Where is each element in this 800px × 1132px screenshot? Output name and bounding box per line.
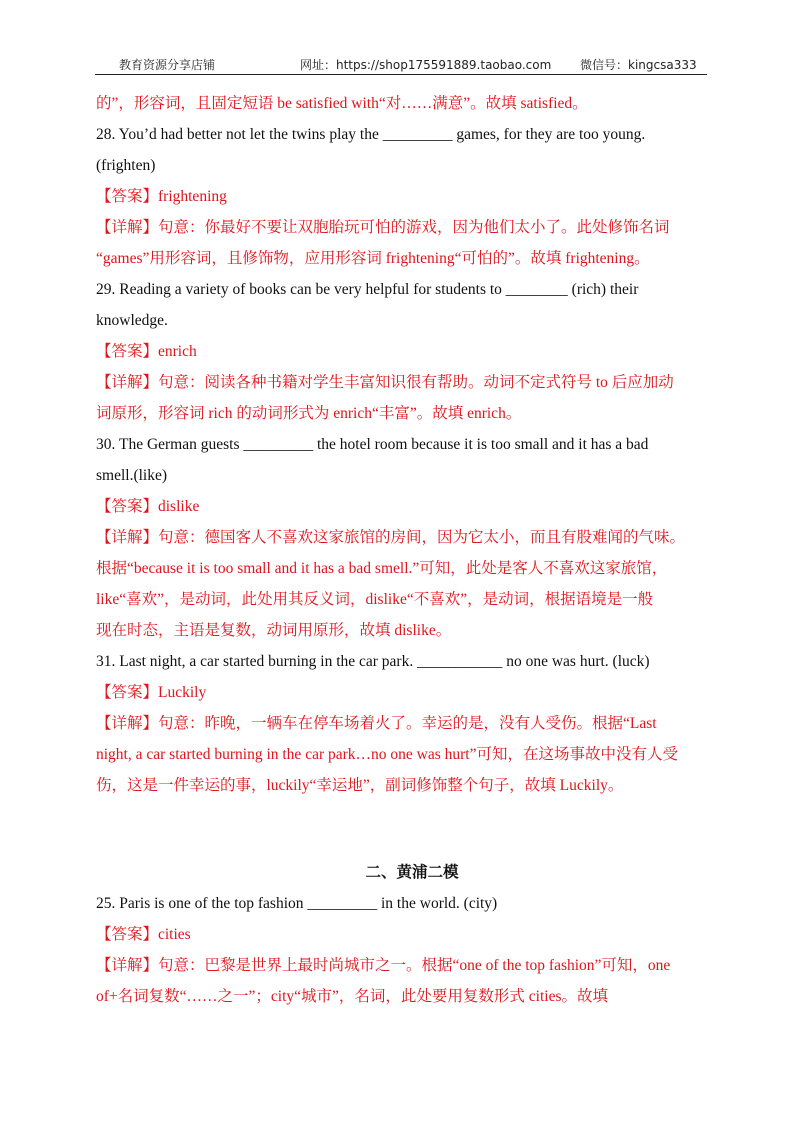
explanation-line: 的”，形容词，且固定短语 be satisfied with“对……满意”。故填 satisfied。 <box>96 95 588 112</box>
explanation-29-line: 词原形，形容词 rich 的动词形式为 enrich“丰富”。故填 enrich。 <box>96 405 522 422</box>
question-30-line: 30. The German guests _________ the hotel room because it is too small and it has a bad <box>96 436 649 453</box>
answer-28: 【答案】frightening <box>96 188 227 205</box>
question-31-line: 31. Last night, a car started burning in the car park. ___________ no one was hurt. (luck) <box>96 653 650 670</box>
explanation-30-line: like“喜欢”，是动词，此处用其反义词，dislike“不喜欢”，是动词，根据语境是一般 <box>96 591 654 608</box>
question-28-line: 28. You’d had better not let the twins play the _________ games, for they are too young. <box>96 126 646 143</box>
explanation-30-line: 【详解】句意：德国客人不喜欢这家旅馆的房间，因为它太小，而且有股难闻的气味。 <box>96 529 686 546</box>
explanation-30-line: 根据“because it is too small and it has a bad smell.”可知，此处是客人不喜欢这家旅馆， <box>96 560 668 577</box>
answer-31: 【答案】Luckily <box>96 684 207 701</box>
answer-29: 【答案】enrich <box>96 343 197 360</box>
answer-30: 【答案】dislike <box>96 498 200 515</box>
section-spacer <box>96 801 708 857</box>
explanation-25-line: 【详解】句意：巴黎是世界上最时尚城市之一。根据“one of the top fashion”可知，one <box>96 957 671 974</box>
answer-25: 【答案】cities <box>96 926 191 943</box>
header-wechat: 微信号：kingcsa333 <box>580 58 697 72</box>
explanation-25-line: of+名词复数“……之一”；city“城市”，名词，此处要用复数形式 cities。故填 <box>96 988 609 1005</box>
header-url: 网址：https://shop175591889.taobao.com <box>300 58 552 72</box>
explanation-31-line: 【详解】句意：昨晚，一辆车在停车场着火了。幸运的是，没有人受伤。根据“Last <box>96 715 657 732</box>
question-28-hint: (frighten) <box>96 157 156 174</box>
explanation-28-line: 【详解】句意：你最好不要让双胞胎玩可怕的游戏，因为他们太小了。此处修饰名词 <box>96 219 670 236</box>
question-29-line: knowledge. <box>96 312 168 329</box>
section-heading: 二、黄浦二模 <box>365 863 459 881</box>
explanation-30-line: 现在时态，主语是复数，动词用原形，故填 dislike。 <box>96 622 452 639</box>
document-body <box>96 88 708 1012</box>
page-header <box>95 54 707 75</box>
question-29-line: 29. Reading a variety of books can be very helpful for students to ________ (rich) their <box>96 281 639 298</box>
question-25-line: 25. Paris is one of the top fashion _________ in the world. (city) <box>96 895 498 912</box>
explanation-29-line: 【详解】句意：阅读各种书籍对学生丰富知识很有帮助。动词不定式符号 to 后应加动 <box>96 374 674 391</box>
explanation-31-line: night, a car started burning in the car park…no one was hurt”可知，在这场事故中没有人受 <box>96 746 678 763</box>
explanation-31-line: 伤，这是一件幸运的事，luckily“幸运地”，副词修饰整个句子，故填 Luckily。 <box>96 777 624 794</box>
header-shop-name: 教育资源分享店铺 <box>119 58 216 72</box>
explanation-28-line: “games”用形容词，且修饰物，应用形容词 frightening“可怕的”。故填 frightening。 <box>96 250 650 267</box>
question-30-line: smell.(like) <box>96 467 168 484</box>
